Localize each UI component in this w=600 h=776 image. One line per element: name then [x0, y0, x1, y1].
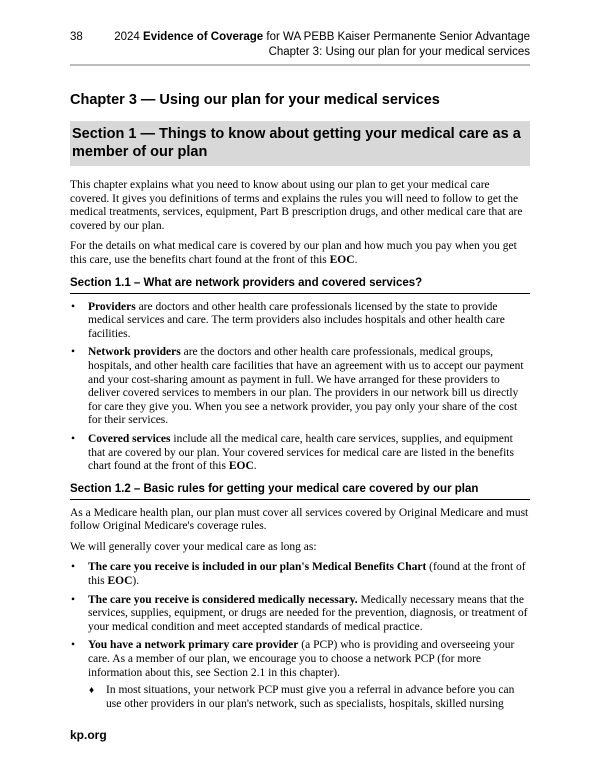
- term: Covered services: [88, 432, 171, 445]
- section-1-2-lead: We will generally cover your medical care as long as:: [70, 540, 317, 553]
- definitions-list: [70, 301, 530, 474]
- bullet-icon: •: [71, 561, 76, 574]
- footer-site-link[interactable]: kp.org: [70, 728, 107, 742]
- page-header: [70, 30, 530, 64]
- rule-title: The care you receive is considered medically necessary.: [88, 593, 358, 606]
- header-divider: [70, 64, 530, 66]
- header-plan-text: for WA PEBB Kaiser Permanente Senior Advantage: [266, 31, 530, 43]
- header-doc-name: Evidence of Coverage: [143, 31, 264, 43]
- definition: are doctors and other health care professionals licensed by the state to provide medical services and care. The term providers also includes hospitals and other health care facilities.: [88, 300, 505, 340]
- header-chapter: Chapter 3: Using our plan for your medical services: [268, 45, 530, 58]
- section-1-2-title: Section 1.2 – Basic rules for getting your medical care covered by our plan: [70, 482, 530, 500]
- section-1-1-title: Section 1.1 – What are network providers and covered services?: [70, 276, 530, 294]
- rule-text: (found at the front of this: [88, 561, 526, 588]
- rule-title: The care you receive is included in our plan's Medical Benefits Chart: [88, 561, 427, 574]
- sub-item-text: In most situations, your network PCP must give you a referral in advance before you can use other providers in our plan's network, such as specialists, hospitals, skilled nursing: [106, 684, 515, 710]
- list-item: [70, 433, 530, 474]
- eoc-term: EOC: [228, 460, 254, 473]
- benefits-note-end: .: [354, 253, 358, 266]
- list-item: [70, 301, 530, 342]
- list-item: [70, 346, 530, 428]
- eoc-term: EOC: [329, 253, 355, 266]
- rule-title: You have a network primary care provider: [88, 639, 299, 652]
- section-1-2-intro: As a Medicare health plan, our plan must cover all services covered by Original Medicare and must follow Original Medicare's coverage rules.: [70, 506, 529, 533]
- list-item: [70, 561, 530, 588]
- bullet-icon: •: [71, 300, 76, 313]
- section-1-banner: [70, 121, 530, 166]
- coverage-rules-list: [70, 561, 530, 711]
- definition: include all the medical care, health care services, supplies, and equipment that are covered by our plan. Your covered services for medical care are listed in the benefits chart found at the front of this: [88, 432, 514, 473]
- benefits-note-text: For the details on what medical care is covered by our plan and how much you pay when you get this care, use the benefits chart found at the front of this: [70, 240, 517, 266]
- chapter-title: Chapter 3 — Using our plan for your medical services: [70, 92, 440, 108]
- page-number: 38: [70, 31, 83, 43]
- section-1-intro: This chapter explains what you need to know about using our plan to get your medical care covered. It gives you definitions of terms and explains the rules you will need to follow to get the medical treatments, services, equipment, Part B prescription drugs, and other medical care that are covered by our plan.: [70, 179, 523, 232]
- term: Network providers: [88, 346, 181, 359]
- page-content: [70, 91, 530, 716]
- bullet-icon: •: [71, 639, 76, 652]
- definition: are the doctors and other health care professionals, medical groups, hospitals, and other health care facilities that have an agreement with us to accept our payment and your cost-sharing amount as payment in full. We have arranged for these providers to deliver covered services to members in our plan. The providers in our network bill us directly for care they give you. When you see a network provider, you pay only your share of the cost for their services.: [88, 346, 524, 427]
- rule-text: (a PCP) who is providing and overseeing your care. As a member of our plan, we encourage you to choose a network PCP (for more information about this, see Section 2.1 in this chapter).: [88, 639, 515, 679]
- term: Providers: [88, 300, 136, 313]
- list-item: [70, 594, 530, 635]
- rule-end: ).: [132, 575, 140, 588]
- document-title: [114, 30, 530, 45]
- sub-list-item: [88, 684, 530, 711]
- bullet-icon: •: [71, 432, 76, 445]
- definition-end: .: [253, 460, 257, 473]
- bullet-icon: •: [71, 593, 76, 606]
- sub-list: [88, 684, 530, 711]
- section-1-benefits-note: [70, 240, 530, 267]
- header-year: 2024: [114, 31, 140, 43]
- section-1-title: Section 1 — Things to know about getting your medical care as a member of our plan: [72, 126, 521, 160]
- eoc-term: EOC: [107, 575, 133, 588]
- bullet-icon: •: [71, 346, 76, 359]
- list-item: [70, 639, 530, 711]
- rule-text: Medically necessary means that the services, supplies, equipment, or drugs are needed for the prevention, diagnosis, or treatment of your medical condition and meet accepted standards of medical practice.: [88, 593, 528, 633]
- diamond-bullet-icon: ♦: [89, 685, 95, 697]
